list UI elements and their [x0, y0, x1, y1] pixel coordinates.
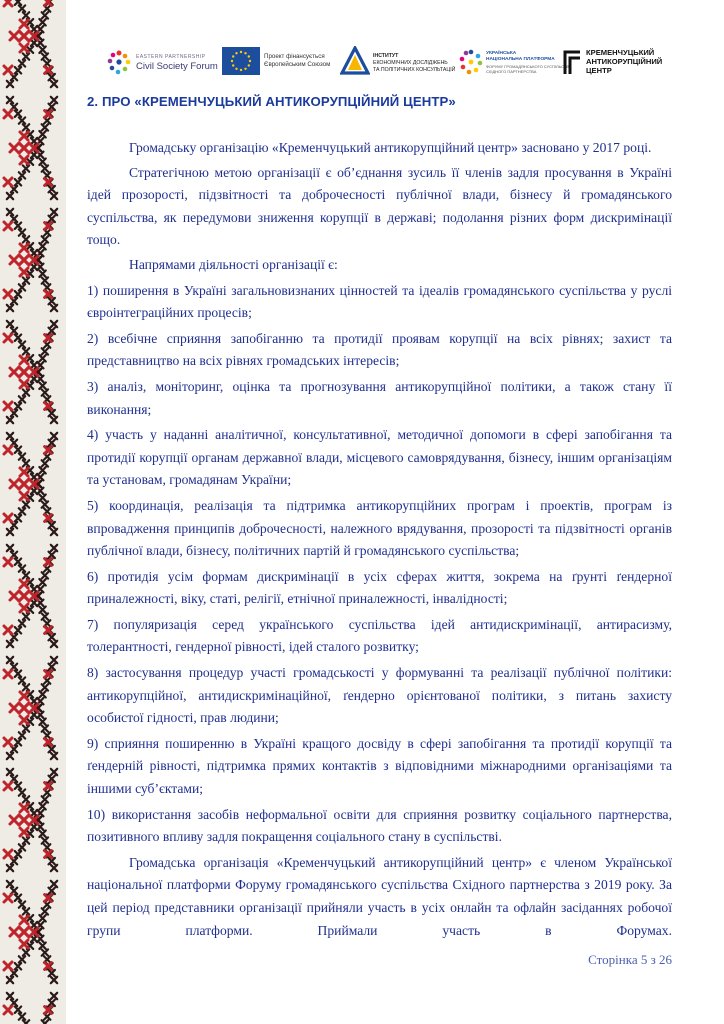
platform-dots-logo-icon: [458, 48, 484, 78]
eu-logo: [222, 44, 332, 84]
embroidery-border: [0, 0, 66, 1024]
list-item: 1) поширення в Україні загальновизнаних цінностей та ідеалів громадянського суспільства у руслі євроінтеграційних процесів;: [87, 282, 672, 321]
platform-logo-line3: ФОРУМУ ГРОМАДЯНСЬКОГО СУСПІЛЬСТВА: [486, 64, 572, 69]
list-item: 5) координація, реалізація та підтримка антикорупційних програм і проектів, програм із впровадження принципів доброчесності, належного врядування, прозорості та підзвітності органів публічної влади, бізнесу, політичних партій й громадянського суспільства;: [87, 497, 672, 559]
institute-logo: [340, 44, 465, 84]
eap-csf-dots-logo-icon: [106, 48, 132, 78]
eap-logo-main-text: Civil Society Forum: [136, 61, 218, 72]
list-item: 8) застосування процедур участі громадськості у формуванні та реалізації публічної політики: антикорупційної, антидискримінаційної, ґендерно орієнтованої політики, з питань захисту особистої гідності, прав людини;: [87, 665, 672, 726]
section-heading: 2. ПРО «КРЕМЕНЧУЦЬКИЙ АНТИКОРУПЦІЙНИЙ ЦЕНТР»: [87, 94, 456, 109]
institute-logo-line2: ЕКОНОМІЧНИХ ДОСЛІДЖЕНЬ: [373, 60, 448, 66]
eu-flag-logo-icon: [222, 47, 260, 75]
paragraph-directions-intro: Напрямами діяльності організації є:: [129, 256, 338, 272]
institute-logo-line3: ТА ПОЛІТИЧНИХ КОНСУЛЬТАЦІЙ: [373, 67, 456, 73]
eu-logo-line2: Європейським Союзом: [264, 61, 331, 68]
document-body: [87, 137, 672, 942]
eap-logo-small-text: EASTERN PARTNERSHIP: [136, 54, 206, 60]
paragraph-founded: Громадську організацію «Кременчуцький антикорупційний центр» засновано у 2017 році.: [129, 140, 652, 155]
kremenchuk-center-logo-icon: [562, 46, 584, 76]
platform-logo-line2: НАЦІОНАЛЬНА ПЛАТФОРМА: [486, 57, 555, 62]
platform-logo-line1: УКРАЇНСЬКА: [486, 51, 517, 56]
list-item: 2) всебічне сприяння запобіганню та протидії проявам корупції на всіх рівнях; захист та представництво на всіх рівнях громадських інтересів;: [87, 330, 672, 369]
paragraph-goal: Стратегічною метою організації є об’єднання зусиль її членів задля просування в Україні ідей прозорості, підзвітності та доброчесності публічної влади, бізнесу й громадянського суспільства, як передумови зниження корупції в державі; подолання різних форм дискримінації тощо.: [87, 164, 672, 248]
center-logo-line1: КРЕМЕНЧУЦЬКИЙ: [586, 48, 655, 57]
eu-logo-line1: Проект фінансується: [264, 53, 325, 60]
page-number: Сторінка 5 з 26: [588, 952, 672, 967]
list-item: 6) протидія усім формам дискримінації в усіх сферах життя, зокрема на ґрунті ґендерної приналежності, віку, статі, релігії, етнічної приналежності, інвалідності;: [87, 568, 672, 607]
center-logo-line2: АНТИКОРУПЦІЙНИЙ: [586, 57, 663, 66]
list-item: 10) використання засобів неформальної освіти для сприяння розвитку соціального партнерства, позитивного впливу задля покращення соціального стану в суспільстві.: [87, 806, 672, 845]
triangle-logo-icon: [340, 46, 370, 76]
embroidery-pattern-icon: [0, 0, 66, 1024]
list-item: 3) аналіз, моніторинг, оцінка та прогнозування антикорупційної політики, а також стану її виконання;: [87, 378, 672, 417]
platform-logo: [458, 44, 573, 84]
eap-csf-logo: [106, 44, 226, 84]
logo-bar: [92, 44, 672, 84]
list-item: 9) сприяння поширенню в Україні кращого досвіду в сфері запобігання та протидії корупції та ґендерній рівності, підтримка прямих контактів з відповідними міжнародними організаціями та іншими суб’єктами;: [87, 735, 672, 797]
paragraph-membership: Громадська організація «Кременчуцький антикорупційний центр» є членом Української національної платформи Форуму громадянського суспільства Східного партнерства з 2019 року. За цей період представники організації прийняли участь в усіх онлайн та офлайн засіданнях робочої групи платформи. Приймали участь в Форумах.: [87, 854, 672, 938]
institute-logo-line1: ІНСТИТУТ: [373, 53, 399, 59]
list-item: 4) участь у наданні аналітичної, консультативної, методичної допомоги в сфері запобігання та протидії корупції органам державної влади, місцевого самоврядування, бізнесу, іншим організаціям та установам, громадянам України;: [87, 427, 672, 488]
platform-logo-line4: СХІДНОГО ПАРТНЕРСТВА: [486, 69, 537, 74]
kremenchuk-center-logo: [562, 44, 672, 84]
center-logo-line3: ЦЕНТР: [586, 66, 612, 75]
list-item: 7) популяризація серед українського суспільства ідей антидискримінації, антирасизму, толерантності, гендерної рівності, ідей сталого розвитку;: [87, 616, 672, 655]
